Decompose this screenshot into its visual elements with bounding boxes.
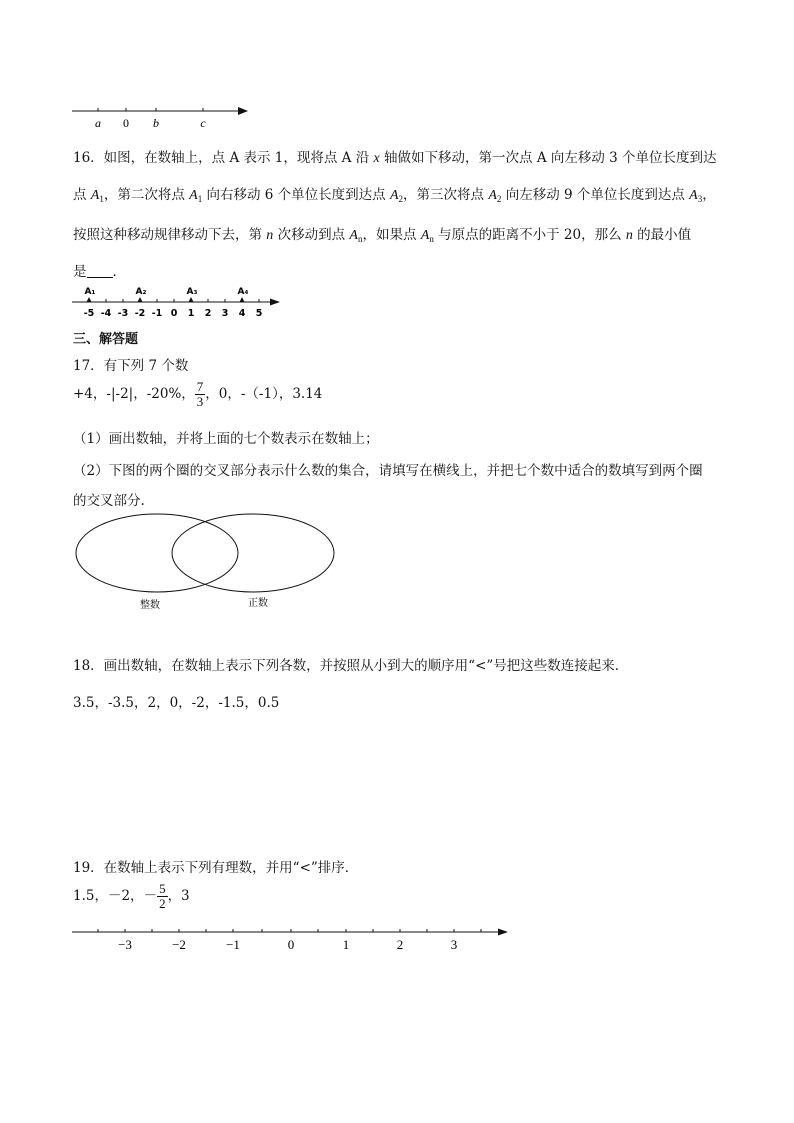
point-marker (138, 297, 143, 302)
q18-title: 18．画出数轴，在数轴上表示下列各数，并按照从小到大的顺序用“<”号把这些数连接起来． (73, 658, 629, 674)
tick-label: 0 (287, 937, 295, 952)
tick-label: -5 (83, 308, 95, 319)
q16-text: 16．如图，在数轴上，点 A 表示 1，现将点 A 沿 (73, 150, 374, 166)
q18-numbers: 3.5，-3.5，2，0，-2，-1.5，0.5 (73, 695, 280, 711)
tick-label: 3 (450, 937, 458, 952)
q19-numbers (73, 882, 190, 911)
venn-diagram (70, 512, 340, 616)
var-A3: A (689, 188, 698, 203)
sub-2: 2 (496, 194, 502, 204)
tick-label: 1 (187, 308, 195, 319)
frac-numerator: 7 (196, 379, 204, 394)
top-number-line (70, 100, 255, 132)
var-A1: A (189, 188, 198, 203)
fraction-7-3 (195, 380, 206, 409)
sub-2: 2 (398, 194, 404, 204)
section-title: 三、解答题 (73, 332, 139, 347)
tick-label: −3 (118, 937, 132, 952)
q16-text: 次移动到点 (273, 227, 350, 243)
axis-label-0: 0 (123, 116, 129, 130)
tick-label: −2 (172, 937, 186, 952)
tick-label: 4 (238, 308, 246, 319)
q16-text: ． (112, 264, 126, 280)
q17-numbers-a: +4，-|-2|，-20%， (73, 386, 195, 402)
frac-numerator: 5 (159, 881, 166, 896)
var-n: n (266, 228, 274, 243)
tick-label: −1 (226, 937, 240, 952)
answer-blank[interactable] (87, 265, 113, 278)
q16-text: ， (702, 187, 716, 203)
q16-text: 按照这种移动规律移动下去，第 (73, 227, 267, 243)
venn-label-left: 整数 (140, 600, 160, 611)
q19-numbers-b: ，3 (167, 888, 190, 904)
point-marker (87, 297, 92, 302)
q16-line4 (73, 260, 126, 280)
tick-label: 2 (396, 937, 404, 952)
tick-label: -1 (151, 308, 163, 319)
point-label: A₂ (135, 287, 147, 297)
q16-text: 与原点的距离不小于 20，那么 (433, 227, 626, 243)
q16-line1 (73, 146, 717, 167)
tick-label: -4 (100, 308, 112, 319)
venn-circle-positive[interactable] (172, 514, 334, 592)
q17-part1: （1）画出数轴，并将上面的七个数表示在数轴上； (73, 431, 379, 447)
q16-number-line (70, 284, 290, 320)
point-label: A₁ (84, 287, 96, 297)
q16-text: ，如果点 (362, 227, 421, 243)
var-An: A (349, 228, 358, 243)
q19-numbers-a: 1.5，－2，－ (73, 888, 158, 904)
tick-label: 1 (342, 937, 350, 952)
axis-label-b: b (153, 116, 159, 130)
var-n: n (625, 228, 633, 243)
q16-text: 的最小值 (632, 227, 692, 243)
point-marker (189, 297, 194, 302)
q16-text: 向右移动 6 个单位长度到达点 (202, 187, 390, 203)
point-label: A₃ (186, 287, 198, 297)
fraction-5-2 (157, 882, 168, 911)
q16-line2 (73, 183, 716, 204)
q17-title: 17．有下列 7 个数 (73, 358, 189, 374)
var-A2: A (389, 188, 399, 203)
tick-label: 0 (170, 308, 178, 319)
q16-text: 点 (73, 187, 91, 203)
var-A1: A (90, 188, 100, 203)
q17-part2-line2: 的交叉部分. (73, 493, 145, 509)
venn-label-right: 正数 (248, 598, 268, 609)
q16-text: 向左移动 9 个单位长度到达点 (501, 187, 690, 203)
frac-denominator: 3 (196, 394, 204, 409)
q19-number-line[interactable] (70, 922, 515, 958)
q16-line3 (73, 223, 691, 244)
frac-denominator: 2 (159, 896, 166, 911)
q19-title: 19．在数轴上表示下列有理数，并用“<”排序． (73, 860, 359, 876)
sub-n: n (429, 234, 434, 244)
q16-text: ，第二次将点 (103, 187, 190, 203)
sub-1: 1 (99, 194, 104, 204)
q17-numbers-b: ，0，-（-1），3.14 (205, 386, 323, 402)
tick-label: 3 (221, 308, 229, 319)
axis-label-a: a (95, 116, 101, 130)
q16-text: ，第三次将点 (403, 187, 489, 203)
point-label: A₄ (237, 287, 249, 297)
q16-text: 是 (73, 264, 87, 280)
tick-label: -2 (134, 308, 146, 319)
tick-label: -3 (117, 308, 129, 319)
var-A2: A (488, 188, 497, 203)
q17-part2-line1: （2）下图的两个圈的交叉部分表示什么数的集合，请填写在横线上，并把七个数中适合的数填写到两个圈 (73, 463, 703, 479)
sub-1: 1 (197, 194, 203, 204)
q17-numbers (73, 380, 322, 409)
sub-3: 3 (697, 194, 703, 204)
q16-text: 轴做如下移动，第一次点 A 向左移动 3 个单位长度到达 (379, 150, 717, 166)
var-An: A (420, 228, 430, 243)
sub-n: n (357, 234, 363, 244)
var-x: x (373, 151, 380, 166)
tick-label: 2 (204, 308, 212, 319)
axis-label-c: c (200, 116, 206, 130)
point-marker (240, 297, 245, 302)
tick-label: 5 (255, 308, 263, 319)
venn-circle-integers[interactable] (76, 514, 238, 592)
